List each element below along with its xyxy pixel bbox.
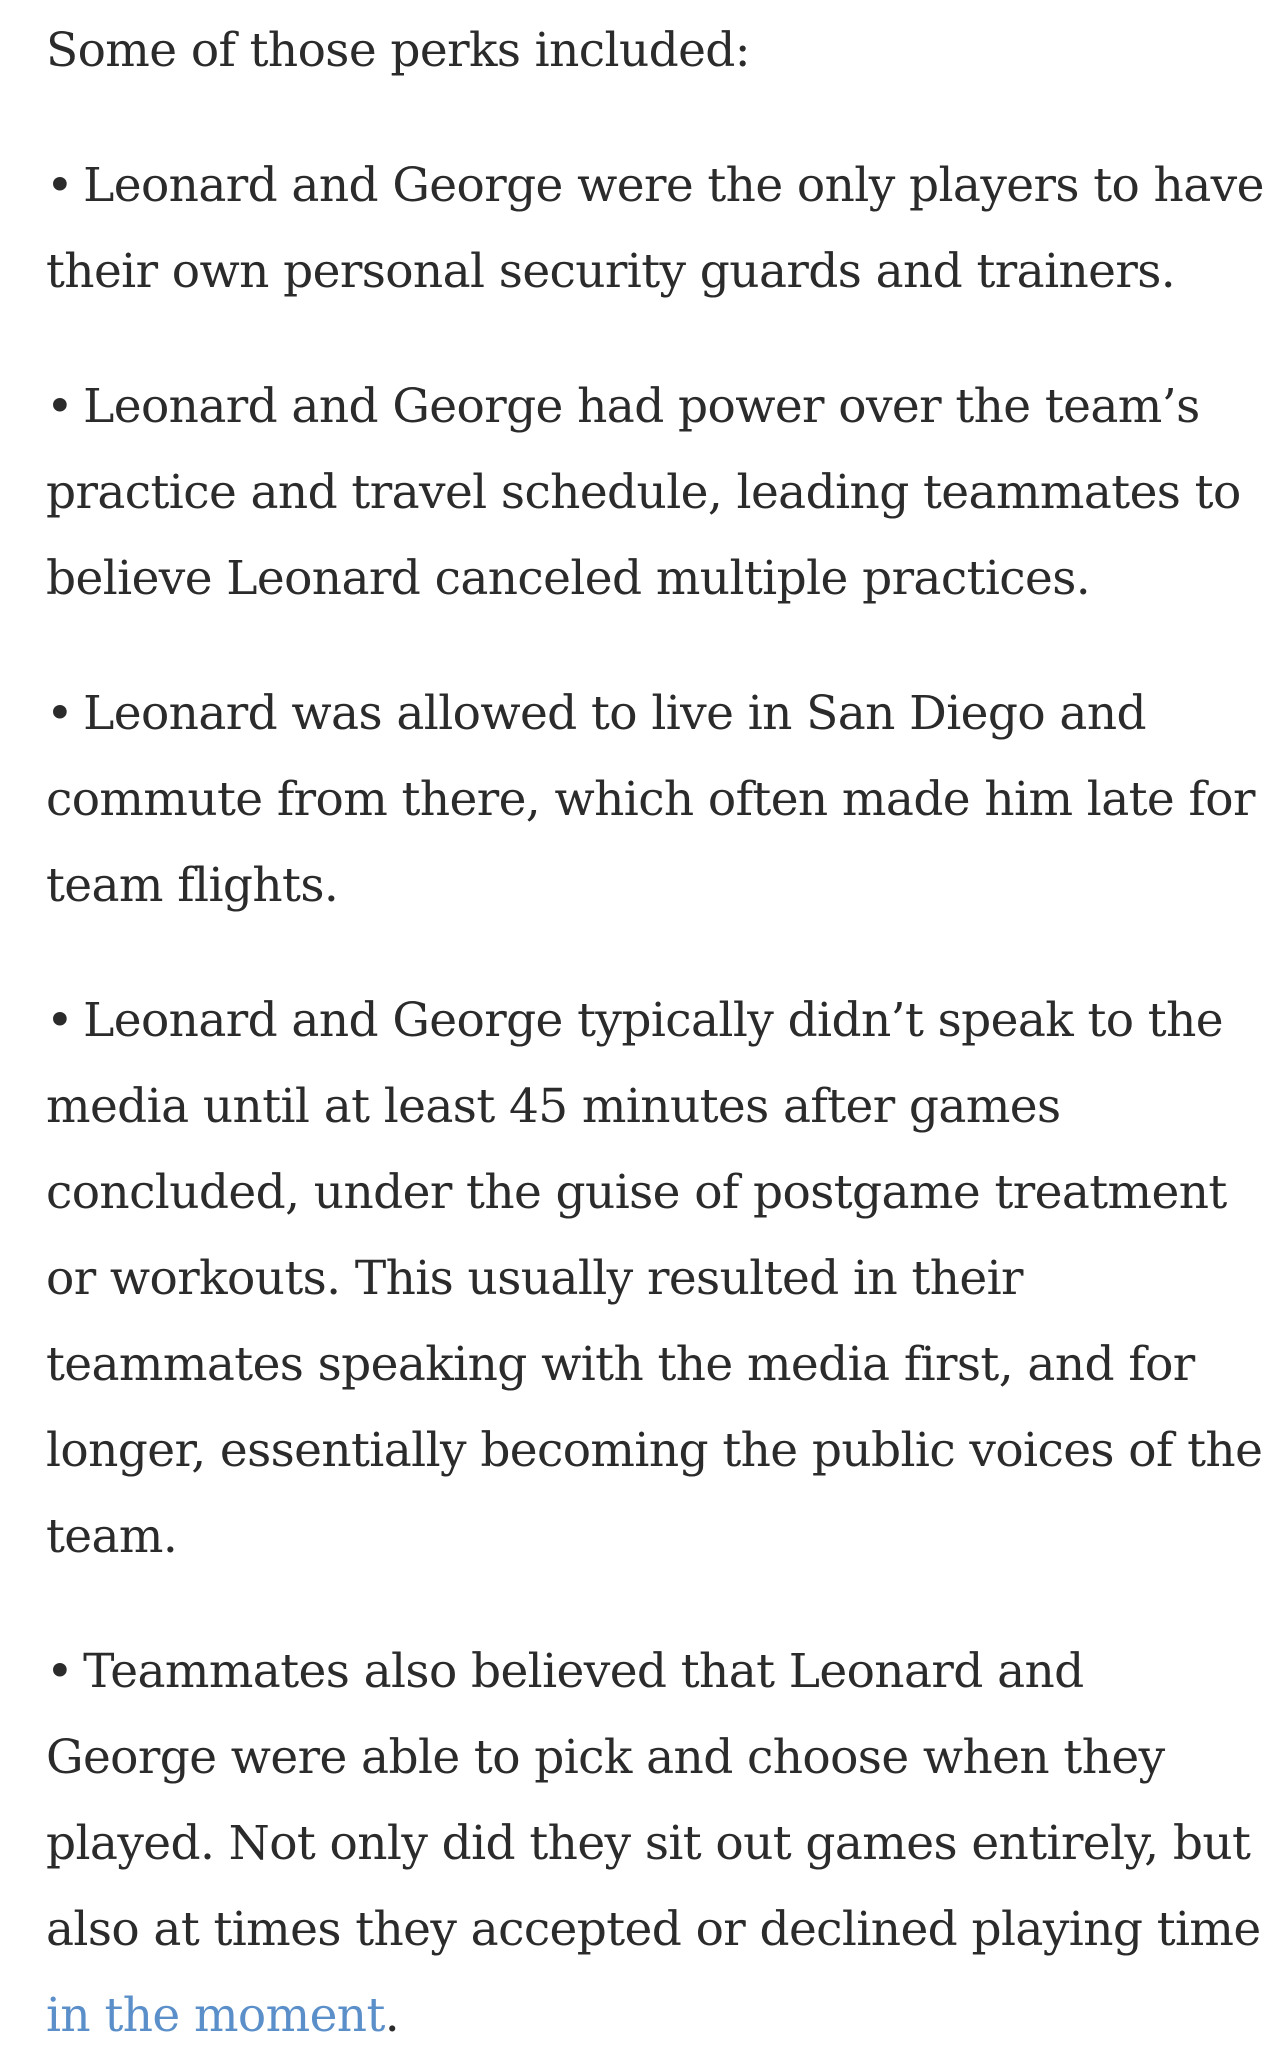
bullet-marker: • <box>46 158 74 213</box>
intro-paragraph: Some of those perks included: <box>46 23 751 78</box>
bullet-end-punctuation: . <box>384 1988 400 2043</box>
bullet-item-media <box>46 978 1266 1580</box>
article-body <box>46 0 1266 2059</box>
bullet-text: Leonard and George were the only players to have their own personal security guards and trainers. <box>46 158 1264 299</box>
bullet-marker: • <box>46 379 74 434</box>
bullet-item-schedule <box>46 364 1266 622</box>
bullet-marker: • <box>46 993 74 1048</box>
bullet-text: Teammates also believed that Leonard and George were able to pick and choose when they played. Not only did they sit out games entirely, but also at times they accepted or declined playing time <box>46 1644 1261 1957</box>
bullet-marker: • <box>46 1644 74 1699</box>
bullet-item-security <box>46 143 1266 315</box>
bullet-text: Leonard and George had power over the team’s practice and travel schedule, leading teammates to believe Leonard canceled multiple practices. <box>46 379 1241 606</box>
bullet-marker: • <box>46 686 74 741</box>
in-the-moment-link[interactable]: in the moment <box>46 1988 385 2043</box>
bullet-item-playing-time <box>46 1629 1266 2059</box>
bullet-text: Leonard was allowed to live in San Diego and commute from there, which often made him late for team flights. <box>46 686 1255 913</box>
bullet-item-san-diego <box>46 671 1266 929</box>
bullet-text: Leonard and George typically didn’t speak to the media until at least 45 minutes after games concluded, under the guise of postgame treatment or workouts. This usually resulted in their teammates speaking with the media first, and for longer, essentially becoming the public voices of the team. <box>46 993 1263 1564</box>
